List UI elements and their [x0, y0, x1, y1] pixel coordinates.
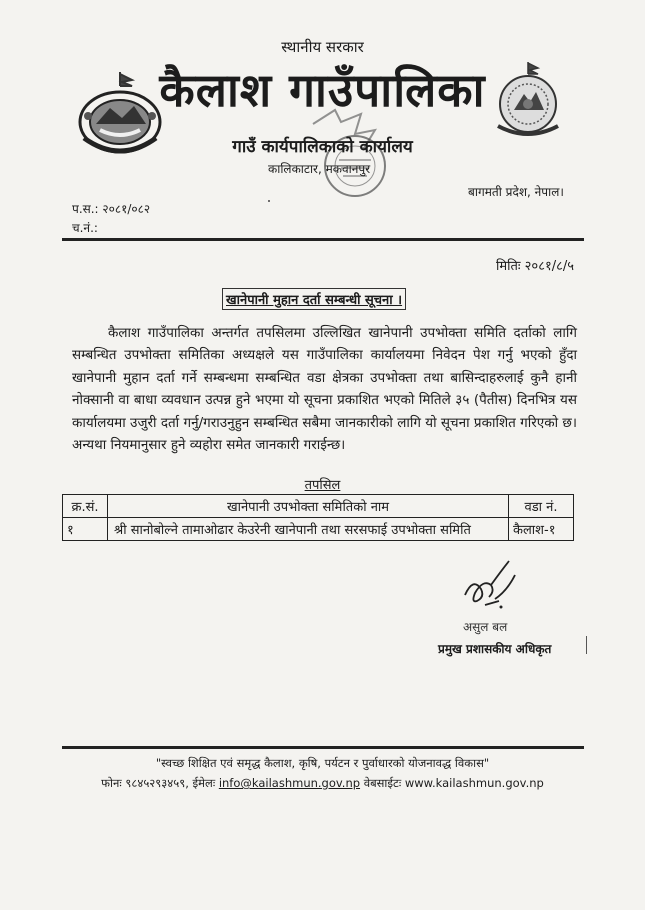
- cell-serial: १: [63, 518, 108, 541]
- reference-number: प.स.: २०८१/०८२: [72, 202, 151, 216]
- details-label: तपसिल: [304, 478, 341, 493]
- email-label: ईमेलः: [192, 776, 216, 790]
- website-link[interactable]: www.kailashmun.gov.np: [404, 776, 544, 790]
- email-link[interactable]: info@kailashmun.gov.np: [218, 776, 361, 790]
- office-line: गाउँ कार्यपालिकाको कार्यालय: [232, 137, 413, 157]
- footer-slogan: "स्वच्छ शिक्षित एवं समृद्ध कैलाश, कृषि, पर्यटन र पुर्वाधारको योजनावद्ध विकास": [155, 756, 490, 770]
- column-header-ward: वडा नं.: [509, 495, 574, 518]
- signature-icon: [455, 555, 525, 617]
- column-header-committee: खानेपानी उपभोक्ता समितिको नाम: [108, 495, 509, 518]
- notice-body: [72, 322, 577, 456]
- notice-subject: खानेपानी मुहान दर्ता सम्बन्धी सूचना ।: [222, 288, 406, 310]
- province-line: बागमती प्रदेश, नेपाल।: [468, 185, 564, 199]
- signatory-title: प्रमुख प्रशासकीय अधिकृत: [438, 642, 552, 656]
- column-header-serial: क्र.सं.: [63, 495, 108, 518]
- details-table: [62, 494, 574, 541]
- municipality-name: कैलाश गाउँपालिका: [159, 63, 486, 117]
- cell-committee-name: श्री सानोबोल्ने तामाओढार केउरेनी खानेपानी तथा सरसफाई उपभोक्ता समिति: [108, 518, 509, 541]
- dispatch-number: च.नं.:: [72, 221, 98, 235]
- footer-divider: [62, 746, 584, 749]
- margin-mark: [586, 636, 587, 654]
- table-row: [63, 518, 574, 541]
- phone-label: फोनः: [101, 776, 122, 790]
- government-line: स्थानीय सरकार: [281, 38, 364, 56]
- notice-body-text: कैलाश गाउँपालिका अन्तर्गत तपसिलमा उल्लिखित खानेपानी उपभोक्ता समिति दर्ताको लागि सम्बन्धित उपभोक्ता समितिका अध्यक्षले यस गाउँपालिका कार्यालयमा निवेदन पेश गर्नु भएको हुँदा खानेपानी मुहान दर्ता गर्ने सम्बन्धमा सम्बन्धित वडा क्षेत्रका उपभोक्ता तथा बासिन्दाहरुलाई कुनै हानी नोक्सानी वा बाधा व्यवधान उत्पन्न हुने भएमा यो सूचना प्रकाशित भएको मितिले ३५ (पैतीस) दिनभित्र यस कार्यालयमा उजुरी दर्ता गर्नु/गराउनुहुन सम्बन्धित सबैमा जानकारीको लागि यो सूचना प्रकाशित गरिएको छ। अन्यथा नियमानुसार हुने व्यहोरा समेत जानकारी गराईन्छ।: [72, 325, 577, 454]
- signatory-name: असुल बल: [463, 620, 508, 634]
- paper-speck: [268, 200, 270, 202]
- header-divider: [62, 238, 584, 241]
- footer-contact: [0, 776, 645, 791]
- cell-ward: कैलाश-१: [509, 518, 574, 541]
- phone-number: ९८४५२९३४५९,: [125, 776, 189, 790]
- office-address: कालिकाटार, मकवानपुर: [268, 162, 371, 176]
- website-label: वेबसाईटः: [363, 776, 402, 790]
- notice-date: मितिः २०८१/८/५: [496, 259, 574, 274]
- table-header-row: [63, 495, 574, 518]
